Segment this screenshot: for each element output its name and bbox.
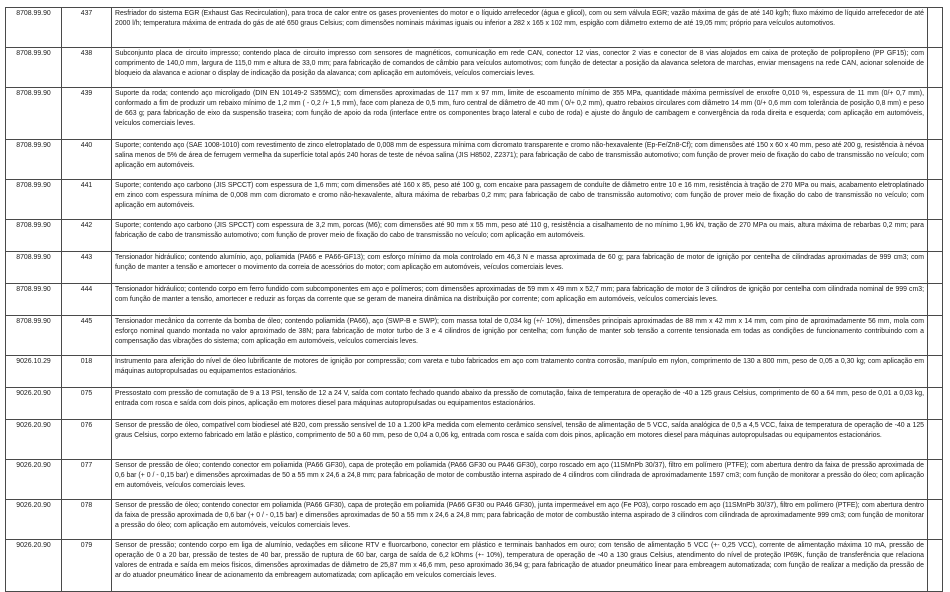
ncm-code: 8708.99.90 [6,252,62,284]
empty-cell [928,180,943,220]
item-description: Tensionador hidráulico; contendo corpo em ferro fundido com subcomponentes em aço e polímeros; com dimensões aproximadas de 59 mm x 49 mm x 52,7 mm; para fabricação de motor de 3 cilindros de ignição por centelha com cilindrada nominal de 999 cm3; com função de manter a tensão, amortecer e reduzir as forças da corrente que se geram de maneira dinâmica na distribuição por corrente; com aplicação em automóveis, veículos comerciais leves. [112,284,928,316]
item-description: Suporte; contendo aço carbono (JIS SPCCT) com espessura de 3,2 mm, porcas (M6); com dimensões até 90 mm x 55 mm, peso até 110 g, resistência a cisalhamento de no mínimo 1,96 kN, tração de 270 MPa ou mais, altura máxima de rebarbas 0,2 mm; para fabricação de cabo de transmissão automotivo; com função de prover meio de fixação do cabo de transmissão no veículo; com aplicação em automóveis. [112,220,928,252]
table-row [6,180,943,220]
ex-number: 078 [62,500,112,540]
table-row [6,388,943,420]
ex-number: 437 [62,8,112,48]
table-row [6,220,943,252]
table-row [6,88,943,140]
empty-cell [928,48,943,88]
table-row [6,460,943,500]
item-description: Sensor de pressão; contendo corpo em liga de alumínio, vedações em silicone RTV e fluorcarbono, conector em plástico e terminais banhados em ouro; com tensão de alimentação 5 VCC (+- 0,25 VCC), corrente de alimentação máxima 10 mA, pressão de operação de 0 a 20 bar, pressão de testes de 40 bar, pressão de ruptura de 60 bar, carga de saída de 6,2 kOhms (+- 10%), temperatura de operação de -40 a 130 graus Celsius, atendimento do nível de proteção IP69K, função de transferência que relaciona valores de entrada e saída em meios físicos, dimensões aproximadas de diâmetro de 25,87 mm x 46,6 mm, peso aproximado 36,94 g; para fabricação de atuador pneumático linear para embreagem automatizada; com função de realizar a medição da pressão de ar do atuador pneumático linear de acionamento da embreagem automatizada; com aplicação em veículos comerciais leves. [112,540,928,592]
item-description: Suporte; contendo aço (SAE 1008-1010) com revestimento de zinco eletroplatado de 0,008 mm de espessura mínima com dicromato transparente e cromo não-hexavalente (Ep-Fe/Zn8-Cf); com dimensões até 150 x 60 x 40 mm, peso até 200 g, resistência à névoa salina menos de 5% de área de ferrugem vermelha da superfície total após 240 horas de teste de névoa salina (JIS H8502, Z2371); para fabricação de cabo de transmissão automotivo; com função de prover meio de fixação do cabo de transmissão no veículo; com aplicação em automóveis. [112,140,928,180]
table-row [6,48,943,88]
ex-number: 018 [62,356,112,388]
ex-number: 440 [62,140,112,180]
ex-number: 444 [62,284,112,316]
ex-number: 439 [62,88,112,140]
table-row [6,540,943,592]
ex-number: 445 [62,316,112,356]
ncm-code: 8708.99.90 [6,48,62,88]
item-description: Sensor de pressão de óleo; contendo conector em poliamida (PA66 GF30), capa de proteção em poliamida (PA66 GF30 ou PA46 GF30), corpo roscado em aço (11SMnPb 30/37), filtro em polímero (PTFE); com abertura dentro da faixa de pressão aproximada de 0,6 bar (+ 0 / - 0,15 bar) e dimensões aproximadas de 50 a 55 mm x 24,6 a 24,8 mm; para fabricação de motor de combustão interna aspirado de 4 cilindros com cilindrada de aproximadamente 1597 cm3; com função de monitorar a pressão do óleo; com aplicação em automóveis, veículos comerciais leves. [112,460,928,500]
ncm-code: 9026.20.90 [6,420,62,460]
ex-tarifario-table [5,7,943,592]
item-description: Tensionador mecânico da corrente da bomba de óleo; contendo poliamida (PA66), aço (SWP-B e SWP); com massa total de 0,034 kg (+/- 10%), dimensões principais aproximadas de 88 mm x 42 mm x 14 mm, com pino de aproximadamente 56 mm, mola com esforço nominal quando montada no valor aproximado de 38N; para fabricação de motor turbo de 3 e 4 cilindros de ignição por centelha; com função de manter sob tensão a corrente tensionada em todas as condições de funcionamento contribuindo com a compensação das vibrações do sistema; com aplicação em automóveis, veículos comerciais leves. [112,316,928,356]
empty-cell [928,220,943,252]
item-description: Pressostato com pressão de comutação de 9 a 13 PSI, tensão de 12 a 24 V, saída com contato fechado quando abaixo da pressão de comutação, faixa de temperatura de operação de -40 a 125 graus Celsius, comprimento de 60 a 64 mm, peso de 0,01 a 0,03 kg, entrada com rosca e saída com dois pinos, aplicação em motores diesel para máquinas autopropulsadas ou equipamentos estacionários. [112,388,928,420]
ex-number: 438 [62,48,112,88]
ex-number: 076 [62,420,112,460]
ncm-code: 8708.99.90 [6,88,62,140]
table-row [6,252,943,284]
empty-cell [928,88,943,140]
ex-number: 077 [62,460,112,500]
empty-cell [928,388,943,420]
empty-cell [928,284,943,316]
table-row [6,356,943,388]
table-row [6,140,943,180]
ncm-code: 8708.99.90 [6,8,62,48]
item-description: Sensor de pressão de óleo; contendo conector em poliamida (PA66 GF30), capa de proteção em poliamida (PA66 GF30 ou PA46 GF30), junta impermeável em aço (Fe P03), corpo roscado em aço (11SMnPb 30/37), filtro em polímero (PTFE); com abertura dentro da faixa de pressão aproximada de 0,6 bar (+ 0 / - 0,15 bar) e dimensões aproximadas de 50 a 55 mm x 24,6 a 24,8 mm; para fabricação de motor de combustão interna aspirado de 3 cilindros com cilindrada de aproximadamente 999 cm3; com função de monitorar a pressão do óleo; com aplicação em automóveis, veículos comerciais leves. [112,500,928,540]
empty-cell [928,8,943,48]
ncm-code: 8708.99.90 [6,284,62,316]
ex-number: 441 [62,180,112,220]
table-row [6,316,943,356]
empty-cell [928,316,943,356]
empty-cell [928,140,943,180]
ncm-code: 8708.99.90 [6,180,62,220]
table-row [6,420,943,460]
ex-number: 443 [62,252,112,284]
empty-cell [928,460,943,500]
table-row [6,284,943,316]
table-row [6,500,943,540]
item-description: Suporte; contendo aço carbono (JIS SPCCT) com espessura de 1,6 mm; com dimensões até 160 x 85, peso até 100 g, com encaixe para passagem de conduíte de diâmetro entre 10 e 16 mm, resistência à tração de 270 MPa ou mais, acabamento eletroplatinado em zinco com espessura mínima de 0,008 mm com dicromato e cromo não-hexavalente, altura máxima de rebarbas 0,2 mm; para fabricação de cabo de transmissão automotivo; com função de prover meio de fixação do cabo de transmissão no veículo; com aplicação em automóveis. [112,180,928,220]
ex-number: 442 [62,220,112,252]
ncm-code: 8708.99.90 [6,220,62,252]
empty-cell [928,420,943,460]
ncm-code: 8708.99.90 [6,140,62,180]
empty-cell [928,540,943,592]
ncm-code: 9026.20.90 [6,540,62,592]
ncm-code: 9026.20.90 [6,460,62,500]
table-row [6,8,943,48]
ncm-code: 9026.20.90 [6,500,62,540]
ncm-code: 9026.10.29 [6,356,62,388]
empty-cell [928,356,943,388]
ex-number: 075 [62,388,112,420]
item-description: Tensionador hidráulico; contendo alumínio, aço, poliamida (PA66 e PA66-GF13); com esforço mínimo da mola controlado em 46,3 N e massa aproximada de 60 g; para fabricação de motor de ignição por centelha de cilindradas aproximadas de 999 cm3; com função de manter a tensão e amortecer o movimento da correia de acessórios do motor; com aplicação em automóveis, veículos comerciais leves. [112,252,928,284]
empty-cell [928,252,943,284]
item-description: Subconjunto placa de circuito impresso; contendo placa de circuito impresso com sensores de magnéticos, comunicação em rede CAN, conector 12 vias, conector 2 vias e conector de 8 vias alojados em caixa de proteção de polipropileno (PP GF15); com comprimento de 140,0 mm, largura de 115,0 mm e altura de 33,0 mm; para fabricação de comandos de câmbio para veículos automotivos; com função de detectar a posição da alavanca seletora de marchas, enviar mensagens na rede CAN, acionar solenoide de bloqueio da alavanca e acionar o display de indicação da posição da alavanca; com aplicação em automóveis, veículos comerciais leves. [112,48,928,88]
ncm-code: 8708.99.90 [6,316,62,356]
empty-cell [928,500,943,540]
ex-number: 079 [62,540,112,592]
item-description: Resfriador do sistema EGR (Exhaust Gas Recirculation), para troca de calor entre os gases provenientes do motor e o líquido arrefecedor (água e glicol), com ou sem válvula EGR; vazão máxima de gás de até 140 kg/h; fluxo máximo de líquido arrefecedor de até 2000 l/h; temperatura máxima de entrada do gás de até 650 graus Celsius; com dimensões nominais máximas iguais ou inferior a 282 x 165 x 102 mm, espigão com diâmetro externo de até 19,05 mm; próprio para veículos automotivos. [112,8,928,48]
ncm-code: 9026.20.90 [6,388,62,420]
item-description: Instrumento para aferição do nível de óleo lubrificante de motores de ignição por compressão; com vareta e tubo fabricados em aço com tratamento contra corrosão, manípulo em nylon, comprimento de 130 a 800 mm, peso de 0,05 a 0,30 kg; com aplicação em máquinas autopropulsadas ou equipamentos estacionários. [112,356,928,388]
item-description: Suporte da roda; contendo aço microligado (DIN EN 10149-2 S355MC); com dimensões aproximadas de 117 mm x 97 mm, limite de escoamento mínimo de 355 MPa, quantidade máxima permissível de enxofre 0,010 %, espessura de 11 mm (0/+ 0,7 mm), conformado a fim de produzir um rebaixo mínimo de 1,2 mm ( - 0,2 /+ 1,5 mm), face com planeza de 0,5 mm, furo central de diâmetro de 40 mm ( 0/+ 0,2 mm), quatro rebaixos circulares com diâmetro 14 mm (0/+ 0,6 mm com tolerância de posição 0,8 mm) e peso de 663 g; para fabricação de eixo da suspensão traseira; com função de apoio da roda (interface entre os componentes braço lateral e cubo de roda) e ajuste do ângulo de cambagem e convergência da roda direita e esquerda; com aplicação em automóveis, veículos comerciais leves. [112,88,928,140]
item-description: Sensor de pressão de óleo, compatível com biodiesel até B20, com pressão sensível de 10 a 1.200 kPa medida com elemento cerâmico sensível, tensão de alimentação de 5 VCC, saída analógica de 0,5 a 4,5 VCC, faixa de temperatura de operação de -40 a 125 graus Celsius, corpo externo fabricado em latão e plástico, comprimento de 50 a 60 mm, peso de 0,04 a 0,06 kg, entrada com rosca e saída com dois pinos, aplicação em motores diesel para máquinas autopropulsadas ou equipamentos estacionários. [112,420,928,460]
